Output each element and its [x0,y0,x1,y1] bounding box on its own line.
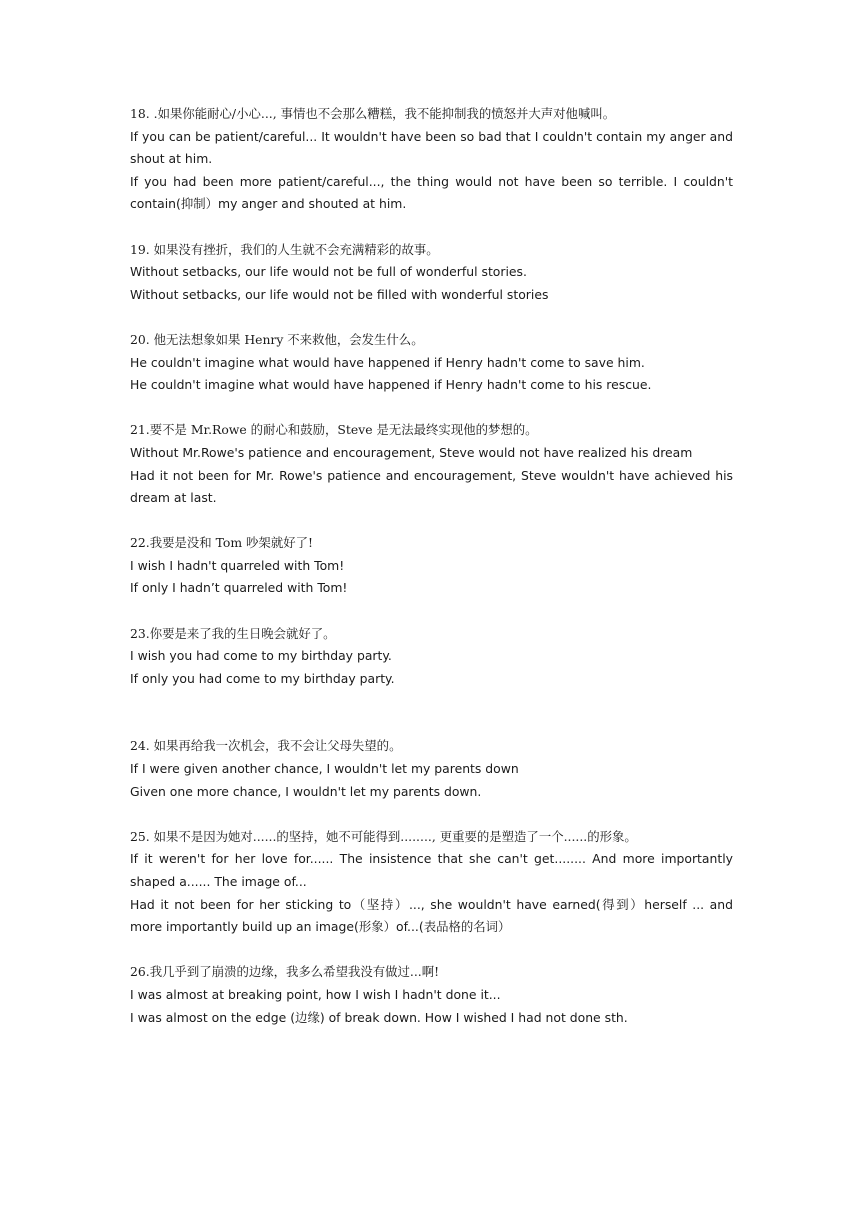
question-text: 26.我几乎到了崩溃的边缘，我多么希望我没有做过...啊! [130,964,440,980]
answer-text: If I were given another chance, I wouldn't let my parents down [130,761,519,777]
answer-text: I was almost on the edge (边缘) of break down. How I wished I had not done sth. [130,1009,628,1025]
question-text: 18. .如果你能耐心/小心..., 事情也不会那么糟糕，我不能抑制我的愤怒并大声对他喊叫。 [130,106,616,121]
answer-text: Without setbacks, our life would not be full of wonderful stories. [130,264,527,280]
sentence-item-22 [130,532,733,600]
answer-text: Without Mr.Rowe's patience and encouragement, Steve would not have realized his dream [130,444,693,460]
sentence-item-23 [130,623,733,691]
document-page [130,103,733,1052]
answer-text: He couldn't imagine what would have happened if Henry hadn't come to his rescue. [130,377,652,393]
answer-text: I was almost at breaking point, how I wish I hadn't done it... [130,986,501,1002]
question-text: 23.你要是来了我的生日晚会就好了。 [130,625,336,641]
sentence-item-26 [130,961,733,1029]
answer-text: He couldn't imagine what would have happened if Henry hadn't come to save him. [130,354,645,370]
sentence-item-19 [130,239,733,307]
answer-text: Had it not been for Mr. Rowe's patience and encouragement, Steve wouldn't have achieved his dream at last. [130,467,733,506]
answer-text: If you can be patient/careful... It wouldn't have been so bad that I couldn't contain my anger and shout at him. [130,128,733,167]
answer-text: If you had been more patient/careful..., the thing would not have been so terrible. I couldn't contain(抑制）my anger and shouted at him. [130,173,733,212]
question-text: 25. 如果不是因为她对......的坚持，她不可能得到........, 更重要的是塑造了一个......的形象。 [130,828,637,844]
question-text: 20. 他无法想象如果 Henry 不来救他，会发生什么。 [130,331,424,347]
sentence-item-18 [130,103,733,216]
question-text: 19. 如果没有挫折，我们的人生就不会充满精彩的故事。 [130,241,439,257]
answer-text: If only you had come to my birthday party. [130,670,395,686]
question-text: 21.要不是 Mr.Rowe 的耐心和鼓励，Steve 是无法最终实现他的梦想的。 [130,422,538,438]
answer-text: If it weren't for her love for...... The insistence that she can't get........ And more importantly shaped a...... The image of... [130,851,733,889]
question-text: 24. 如果再给我一次机会，我不会让父母失望的。 [130,738,402,754]
sentence-item-21 [130,419,733,509]
sentence-item-24 [130,735,733,803]
answer-text: Given one more chance, I wouldn't let my parents down. [130,783,482,799]
answer-text: Without setbacks, our life would not be filled with wonderful stories [130,286,549,302]
sentence-item-25 [130,826,733,939]
question-text: 22.我要是没和 Tom 吵架就好了! [130,535,313,551]
sentence-item-20 [130,329,733,397]
answer-text: I wish you had come to my birthday party. [130,648,392,664]
answer-text: Had it not been for her sticking to（坚持）..., she wouldn't have earned(得到）herself ... and more importantly build up an image(形象）of...(表品格的名词） [130,896,733,935]
answer-text: If only I hadn’t quarreled with Tom! [130,580,348,596]
answer-text: I wish I hadn't quarreled with Tom! [130,557,345,573]
